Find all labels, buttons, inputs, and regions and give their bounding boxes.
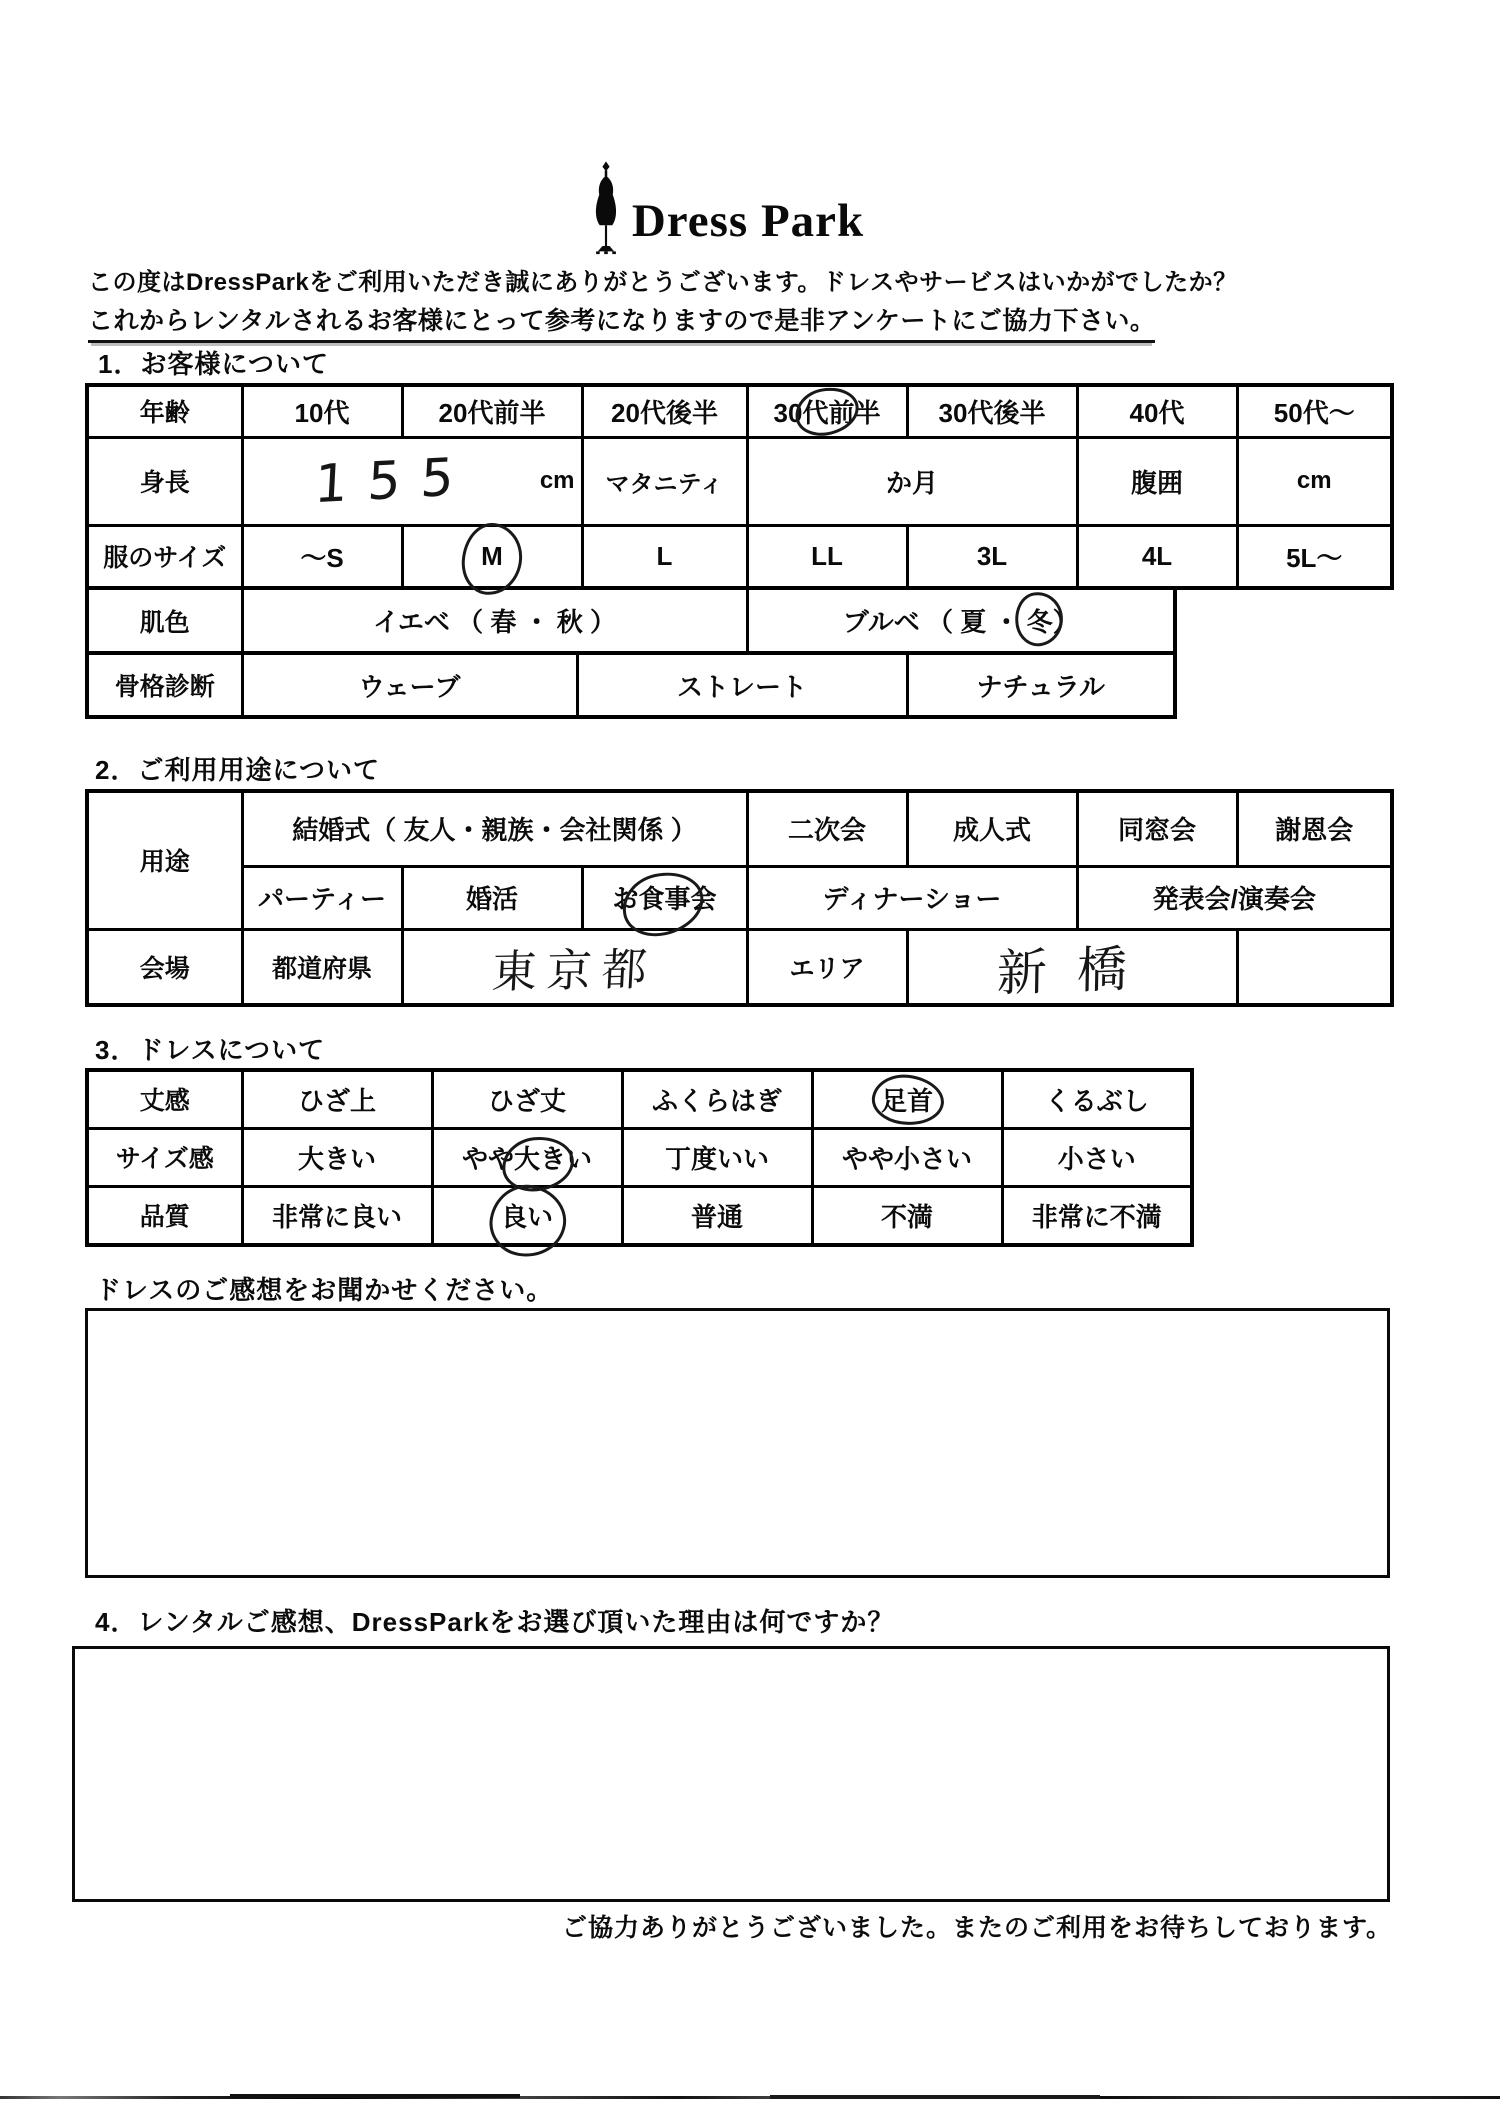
length-option: ひざ上 — [242, 1070, 432, 1128]
age-option: 20代後半 — [582, 385, 747, 437]
age-option: 10代 — [242, 385, 402, 437]
fit-row — [87, 1128, 1192, 1186]
rental-feedback-box — [72, 1646, 1390, 1902]
height-value-handwritten: 155 — [312, 446, 475, 516]
waist-label: 腹囲 — [1077, 437, 1237, 525]
prefecture-label: 都道府県 — [242, 929, 402, 1005]
length-option: くるぶし — [1002, 1070, 1192, 1128]
height-label: 身長 — [87, 437, 242, 525]
quality-row — [87, 1186, 1192, 1245]
purpose-option: 同窓会 — [1077, 791, 1237, 866]
purpose-row2 — [87, 866, 1392, 929]
height-unit: cm — [539, 467, 575, 494]
intro-line1: この度はDressParkをご利用いただき誠にありがとうございます。ドレスやサービスはいかがでしたか？ — [88, 269, 1238, 296]
fit-label: サイズ感 — [87, 1128, 242, 1186]
frame-diagnosis-table — [85, 651, 1177, 719]
size-option: 5L～ — [1237, 525, 1392, 588]
purpose-label: 用途 — [87, 791, 242, 929]
purpose-option: 二次会 — [747, 791, 907, 866]
quality-option-selected: 良い — [432, 1186, 622, 1245]
size-option: 3L — [907, 525, 1077, 588]
usage-table-main — [85, 789, 1394, 1007]
size-option: 4L — [1077, 525, 1237, 588]
length-label: 丈感 — [87, 1070, 242, 1128]
dress-table-main — [85, 1068, 1194, 1247]
intro-line2: これからレンタルされるお客様にとって参考になりますので是非アンケートにご協力下さい。 — [88, 301, 1155, 343]
clothing-size-row — [87, 525, 1392, 588]
purpose-option: 婚活 — [402, 866, 582, 929]
frame-option: ウェーブ — [242, 653, 577, 717]
skin-yellow-base: イエベ （ 春 ・ 秋 ） — [242, 588, 747, 653]
length-option-selected: 足首 — [812, 1070, 1002, 1128]
prefecture-value-handwritten: 東京都 — [402, 929, 747, 1005]
length-option: ひざ丈 — [432, 1070, 622, 1128]
skin-label: 肌色 — [87, 588, 242, 653]
quality-option: 非常に不満 — [1002, 1186, 1192, 1245]
scan-artifact-line — [0, 2096, 1500, 2099]
fit-option: 小さい — [1002, 1128, 1192, 1186]
age-option: 30代後半 — [907, 385, 1077, 437]
height-value-cell — [242, 437, 582, 525]
dress-feedback-prompt: ドレスのご感想をお聞かせください。 — [95, 1275, 554, 1305]
section1-heading: 1．お客様について — [98, 349, 329, 379]
purpose-row1 — [87, 791, 1392, 866]
logo — [0, 158, 1476, 267]
age-option: 40代 — [1077, 385, 1237, 437]
skin-blue-selected: 冬 — [1027, 602, 1053, 639]
venue-label: 会場 — [87, 929, 242, 1005]
frame-option: ナチュラル — [907, 653, 1175, 717]
fit-option: 丁度いい — [622, 1128, 812, 1186]
area-label: エリア — [747, 929, 907, 1005]
length-option: ふくらはぎ — [622, 1070, 812, 1128]
size-label: 服のサイズ — [87, 525, 242, 588]
frame-diagnosis-row — [87, 653, 1175, 717]
waist-unit-cell: cm — [1237, 437, 1392, 525]
quality-option: 不満 — [812, 1186, 1002, 1245]
frame-option: ストレート — [577, 653, 907, 717]
age-row — [87, 385, 1392, 437]
area-value-handwritten: 新橋 — [907, 929, 1237, 1005]
purpose-option: 結婚式（ 友人・親族・会社関係 ） — [242, 791, 747, 866]
venue-row — [87, 929, 1392, 1005]
quality-option: 普通 — [622, 1186, 812, 1245]
length-row — [87, 1070, 1192, 1128]
age-option: 20代前半 — [402, 385, 582, 437]
size-option: LL — [747, 525, 907, 588]
usage-table — [85, 789, 1394, 1007]
skin-blue-base: ブルベ （ 夏 ・ 冬 ） — [747, 588, 1175, 653]
customer-table-main — [85, 383, 1394, 590]
brand-name: Dress Park — [631, 195, 865, 247]
skin-tone-row — [87, 588, 1175, 653]
size-option: L — [582, 525, 747, 588]
maternity-label: マタニティ — [582, 437, 747, 525]
customer-table — [85, 383, 1394, 719]
section2-heading: 2．ご利用用途について — [95, 755, 380, 785]
dress-feedback-box — [85, 1308, 1390, 1578]
rental-feedback-prompt: 4．レンタルご感想、DressParkをお選び頂いた理由は何ですか？ — [95, 1607, 895, 1637]
dress-form-icon — [588, 158, 624, 267]
dress-table — [85, 1068, 1194, 1247]
quality-label: 品質 — [87, 1186, 242, 1245]
quality-option: 非常に良い — [242, 1186, 432, 1245]
purpose-option: パーティー — [242, 866, 402, 929]
fit-option-selected: やや大きい — [432, 1128, 622, 1186]
age-label: 年齢 — [87, 385, 242, 437]
age-option: 50代～ — [1237, 385, 1392, 437]
age-option-selected: 30代前半 — [747, 385, 907, 437]
section3-heading: 3．ドレスについて — [95, 1035, 326, 1065]
size-option-selected: M — [402, 525, 582, 588]
purpose-option: 成人式 — [907, 791, 1077, 866]
height-row — [87, 437, 1392, 525]
purpose-option: ディナーショー — [747, 866, 1077, 929]
purpose-option: 謝恩会 — [1237, 791, 1392, 866]
purpose-option-selected: お食事会 — [582, 866, 747, 929]
fit-option: 大きい — [242, 1128, 432, 1186]
maternity-months-cell: か月 — [747, 437, 1077, 525]
footer-thanks: ご協力ありがとうございました。またのご利用をお待ちしております。 — [561, 1914, 1392, 1942]
frame-label: 骨格診断 — [87, 653, 242, 717]
purpose-option: 発表会/演奏会 — [1077, 866, 1392, 929]
skin-tone-table — [85, 586, 1177, 655]
fit-option: やや小さい — [812, 1128, 1002, 1186]
venue-row-spacer — [1237, 929, 1392, 1005]
size-option: ～S — [242, 525, 402, 588]
